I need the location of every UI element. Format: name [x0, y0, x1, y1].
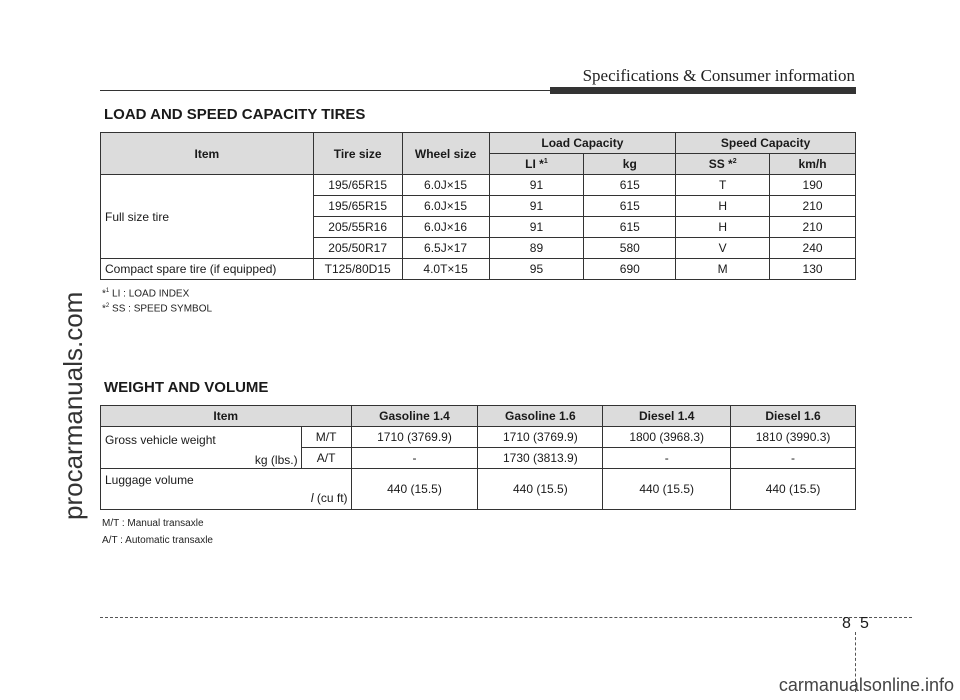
cell-tire: 205/50R17	[313, 238, 402, 259]
cell-value: -	[731, 448, 856, 469]
cell-value: -	[351, 448, 478, 469]
cell-value: 440 (15.5)	[478, 469, 603, 510]
gross-vehicle-weight-cell	[101, 427, 302, 469]
footnote-ss: *$^2$ SS : SPEED SYMBOL	[102, 303, 213, 315]
header-wheel-size: Wheel size	[402, 133, 489, 175]
header-diesel-14: Diesel 1.4	[603, 406, 731, 427]
luggage-unit: l (cu ft)	[310, 491, 348, 505]
header-gasoline-16: Gasoline 1.6	[478, 406, 603, 427]
cell-ss: M	[676, 259, 770, 280]
cell-tire: 205/55R16	[313, 217, 402, 238]
cell-kmh: 240	[770, 238, 856, 259]
load-speed-title: LOAD AND SPEED CAPACITY TIRES	[104, 106, 366, 123]
luggage-volume-cell	[101, 469, 352, 510]
gvw-label: Gross vehicle weight	[105, 433, 216, 447]
cell-value: 440 (15.5)	[603, 469, 731, 510]
footer-rule	[100, 617, 912, 618]
cell-kg: 580	[584, 238, 676, 259]
cell-li: 89	[489, 238, 584, 259]
footnote-li: *$^1$ LI : LOAD INDEX	[102, 288, 190, 300]
cell-li: 91	[489, 217, 584, 238]
header-li: LI *$^1$	[489, 154, 584, 175]
side-watermark: procarmanuals.com	[58, 291, 88, 520]
section-header-title: Specifications & Consumer information	[582, 66, 855, 85]
cell-ss: V	[676, 238, 770, 259]
full-size-tire-label: Full size tire	[101, 175, 314, 259]
cell-kmh: 210	[770, 196, 856, 217]
cell-value: -	[603, 448, 731, 469]
weight-volume-table	[100, 405, 856, 510]
cell-kg: 615	[584, 175, 676, 196]
cell-wheel: 6.0J×15	[402, 196, 489, 217]
cell-kg: 615	[584, 217, 676, 238]
cell-value: 1800 (3968.3)	[603, 427, 731, 448]
cell-li: 95	[489, 259, 584, 280]
mt-label: M/T	[301, 427, 351, 448]
cell-li: 91	[489, 175, 584, 196]
header-rule	[100, 90, 550, 91]
header-gasoline-14: Gasoline 1.4	[351, 406, 478, 427]
at-label: A/T	[301, 448, 351, 469]
cell-ss: T	[676, 175, 770, 196]
header-kg: kg	[584, 154, 676, 175]
spare-tire-label: Compact spare tire (if equipped)	[101, 259, 314, 280]
cell-wheel: 6.5J×17	[402, 238, 489, 259]
header-speed-capacity: Speed Capacity	[676, 133, 856, 154]
header-diesel-16: Diesel 1.6	[731, 406, 856, 427]
weight-volume-title: WEIGHT AND VOLUME	[104, 379, 269, 396]
page-number: 5	[860, 615, 869, 632]
table-row	[101, 259, 856, 280]
header-rule-thick	[550, 87, 856, 94]
load-speed-table	[100, 132, 856, 280]
cell-value: 1710 (3769.9)	[478, 427, 603, 448]
table-header-row	[101, 406, 856, 427]
header-ss: SS *$^2$	[676, 154, 770, 175]
header-tire-size: Tire size	[313, 133, 402, 175]
cell-kg: 690	[584, 259, 676, 280]
cell-wheel: 6.0J×16	[402, 217, 489, 238]
page-chapter: 8	[842, 615, 851, 632]
header-item: Item	[101, 406, 352, 427]
header-item: Item	[101, 133, 314, 175]
cell-ss: H	[676, 196, 770, 217]
cell-value: 440 (15.5)	[351, 469, 478, 510]
cell-tire: 195/65R15	[313, 175, 402, 196]
cell-kmh: 130	[770, 259, 856, 280]
cell-value: 1810 (3990.3)	[731, 427, 856, 448]
footnote-at: A/T : Automatic transaxle	[102, 535, 213, 546]
cell-li: 91	[489, 196, 584, 217]
cell-wheel: 4.0T×15	[402, 259, 489, 280]
cell-tire: 195/65R15	[313, 196, 402, 217]
cell-kmh: 190	[770, 175, 856, 196]
cell-tire: T125/80D15	[313, 259, 402, 280]
cell-kmh: 210	[770, 217, 856, 238]
footer-watermark: carmanualsonline.info	[778, 675, 954, 695]
table-row	[101, 427, 856, 448]
header-load-capacity: Load Capacity	[489, 133, 676, 154]
cell-value: 1710 (3769.9)	[351, 427, 478, 448]
cell-kg: 615	[584, 196, 676, 217]
footnote-mt: M/T : Manual transaxle	[102, 518, 204, 529]
cell-wheel: 6.0J×15	[402, 175, 489, 196]
table-header-row	[101, 133, 856, 154]
luggage-label: Luggage volume	[105, 473, 194, 487]
header-kmh: km/h	[770, 154, 856, 175]
gvw-unit: kg (lbs.)	[254, 453, 298, 467]
table-row	[101, 469, 856, 510]
cell-value: 1730 (3813.9)	[478, 448, 603, 469]
cell-ss: H	[676, 217, 770, 238]
table-row	[101, 175, 856, 196]
cell-value: 440 (15.5)	[731, 469, 856, 510]
